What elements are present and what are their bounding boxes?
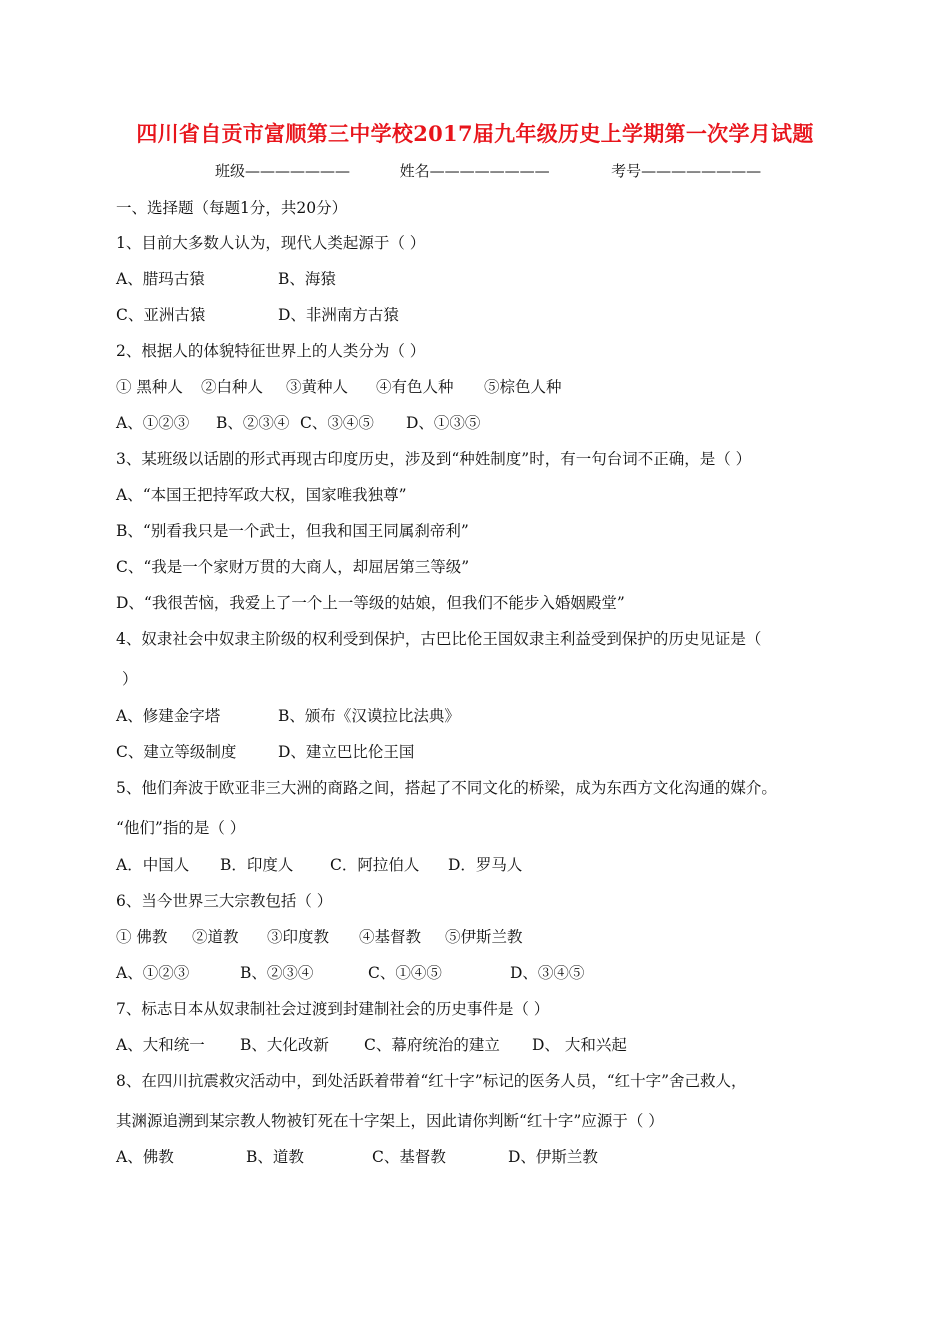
q3-option-b: B、“别看我只是一个武士，但我和国王同属刹帝利” bbox=[116, 522, 469, 540]
q7-option-d: D、 大和兴起 bbox=[532, 1036, 627, 1054]
question-4-stem: 4、奴隶社会中奴隶主阶级的权利受到保护，古巴比伦王国奴隶主利益受到保护的历史见证是（ bbox=[116, 630, 762, 648]
question-4-options-row1 bbox=[116, 706, 460, 726]
question-7-options bbox=[116, 1035, 627, 1055]
q6-option-a: A、①②③ bbox=[116, 964, 190, 982]
q2-item-5: ⑤棕色人种 bbox=[484, 378, 562, 396]
q2-option-d: D、①③⑤ bbox=[406, 414, 481, 432]
class-field: 班级——————— bbox=[215, 162, 351, 180]
question-8-options bbox=[116, 1147, 598, 1167]
q6-item-3: ③印度教 bbox=[267, 928, 330, 946]
q3-option-c: C、“我是一个家财万贯的大商人，却屈居第三等级” bbox=[116, 558, 470, 576]
question-2-items bbox=[116, 377, 562, 397]
q1-option-a: A、腊玛古猿 bbox=[116, 270, 205, 288]
q2-option-c: C、③④⑤ bbox=[300, 414, 374, 432]
question-2-options bbox=[116, 413, 480, 433]
q1-option-b: B、海猿 bbox=[278, 270, 336, 288]
q5-option-c: C．阿拉伯人 bbox=[330, 856, 420, 874]
question-5-options bbox=[116, 855, 522, 875]
question-6-items bbox=[116, 927, 523, 947]
q6-item-1: ① 佛教 bbox=[116, 928, 168, 946]
q7-option-c: C、幕府统治的建立 bbox=[364, 1036, 500, 1054]
q4-option-c: C、建立等级制度 bbox=[116, 743, 237, 761]
q2-item-2: ②白种人 bbox=[201, 378, 264, 396]
exam-number-field: 考号———————— bbox=[611, 162, 762, 180]
q6-item-5: ⑤伊斯兰教 bbox=[445, 928, 523, 946]
question-4-options-row2 bbox=[116, 742, 414, 762]
q1-option-c: C、亚洲古猿 bbox=[116, 306, 206, 324]
student-info-line bbox=[215, 160, 761, 181]
q8-option-c: C、基督教 bbox=[372, 1148, 446, 1166]
q6-option-d: D、③④⑤ bbox=[510, 964, 585, 982]
question-6-stem: 6、当今世界三大宗教包括（ ） bbox=[116, 892, 333, 910]
q8-option-a: A、佛教 bbox=[116, 1148, 174, 1166]
q2-option-b: B、②③④ bbox=[216, 414, 290, 432]
q6-option-c: C、①④⑤ bbox=[368, 964, 442, 982]
question-5-stem-cont: “他们”指的是（ ） bbox=[116, 819, 246, 837]
exam-title: 四川省自贡市富顺第三中学校2017届九年级历史上学期第一次学月试题 bbox=[136, 121, 814, 146]
q8-option-d: D、伊斯兰教 bbox=[508, 1148, 598, 1166]
question-5-stem: 5、他们奔波于欧亚非三大洲的商路之间，搭起了不同文化的桥梁，成为东西方文化沟通的媒介。 bbox=[116, 779, 777, 797]
q1-option-d: D、非洲南方古猿 bbox=[278, 306, 399, 324]
q6-item-2: ②道教 bbox=[192, 928, 239, 946]
q2-item-4: ④有色人种 bbox=[376, 378, 454, 396]
q5-option-a: A．中国人 bbox=[116, 856, 190, 874]
q7-option-b: B、大化改新 bbox=[240, 1036, 329, 1054]
q7-option-a: A、大和统一 bbox=[116, 1036, 205, 1054]
question-6-options bbox=[116, 963, 584, 983]
q2-option-a: A、①②③ bbox=[116, 414, 190, 432]
name-field: 姓名———————— bbox=[399, 162, 550, 180]
q3-option-a: A、“本国王把持军政大权，国家唯我独尊” bbox=[116, 486, 407, 504]
section-heading: 一、选择题（每题1分，共20分） bbox=[116, 199, 348, 217]
q2-item-1: ① 黑种人 bbox=[116, 378, 183, 396]
q2-item-3: ③黄种人 bbox=[286, 378, 349, 396]
q4-option-d: D、建立巴比伦王国 bbox=[278, 743, 415, 761]
question-8-stem-cont: 其渊源追溯到某宗教人物被钉死在十字架上，因此请你判断“红十字”应源于（ ） bbox=[116, 1112, 664, 1130]
q6-item-4: ④基督教 bbox=[359, 928, 422, 946]
q4-option-a: A、修建金字塔 bbox=[116, 707, 221, 725]
q6-option-b: B、②③④ bbox=[240, 964, 314, 982]
question-7-stem: 7、标志日本从奴隶制社会过渡到封建制社会的历史事件是（ ） bbox=[116, 1000, 550, 1018]
question-1-options-row1 bbox=[116, 269, 336, 289]
q5-option-d: D．罗马人 bbox=[448, 856, 523, 874]
question-4-stem-cont: ） bbox=[122, 670, 138, 688]
q4-option-b: B、颁布《汉谟拉比法典》 bbox=[278, 707, 460, 725]
question-2-stem: 2、根据人的体貌特征世界上的人类分为（ ） bbox=[116, 342, 426, 360]
question-3-stem: 3、某班级以话剧的形式再现古印度历史，涉及到“种姓制度”时，有一句台词不正确，是（ ） bbox=[116, 450, 752, 468]
q3-option-d: D、“我很苦恼，我爱上了一个上一等级的姑娘，但我们不能步入婚姻殿堂” bbox=[116, 594, 625, 612]
q8-option-b: B、道教 bbox=[246, 1148, 304, 1166]
q5-option-b: B．印度人 bbox=[220, 856, 294, 874]
question-1-stem: 1、目前大多数人认为，现代人类起源于（ ） bbox=[116, 234, 426, 252]
question-8-stem: 8、在四川抗震救灾活动中，到处活跃着带着“红十字”标记的医务人员，“红十字”舍己救人， bbox=[116, 1072, 747, 1090]
question-1-options-row2 bbox=[116, 305, 399, 325]
